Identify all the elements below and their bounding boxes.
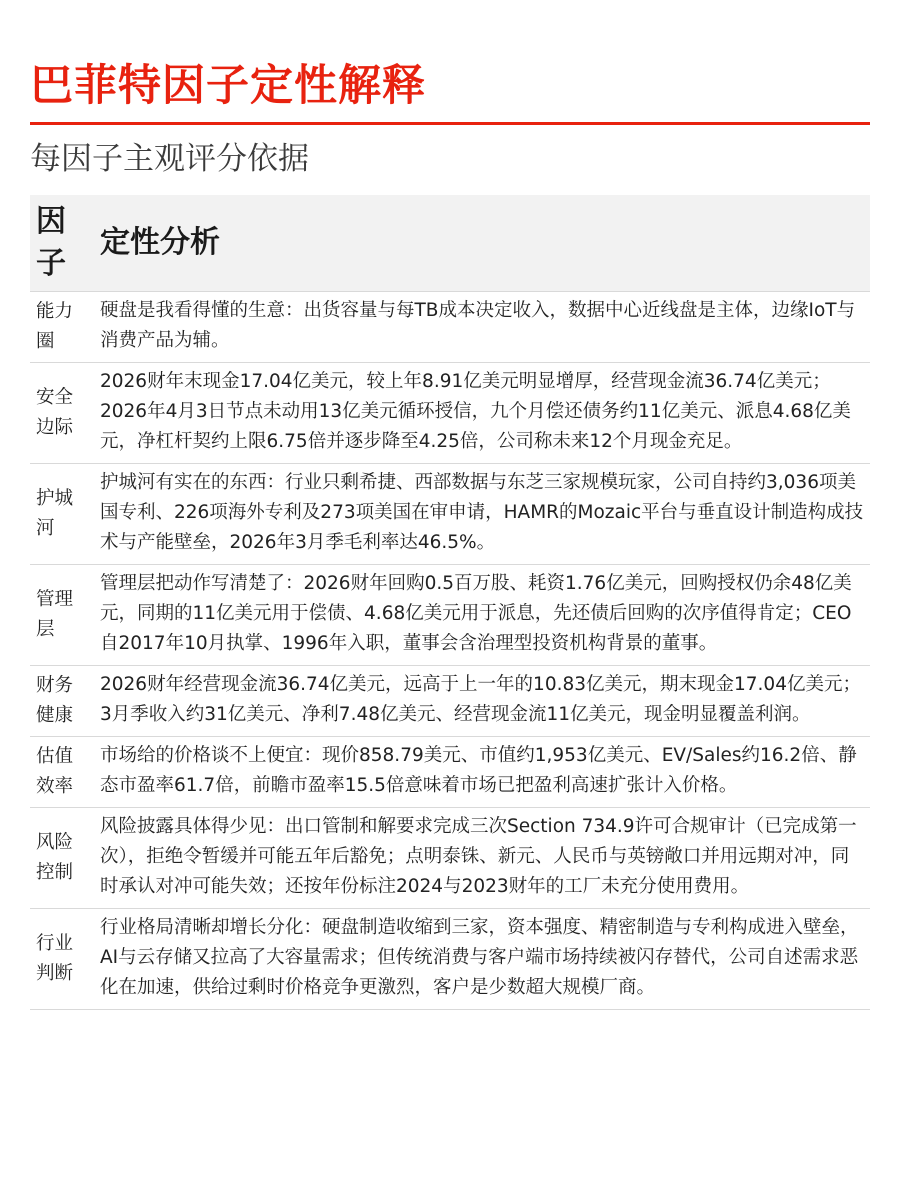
table-row bbox=[30, 737, 870, 808]
table-body bbox=[30, 292, 870, 1010]
table-header-row bbox=[30, 195, 870, 292]
factor-name: 行业判断 bbox=[36, 933, 74, 984]
table-row bbox=[30, 666, 870, 737]
table-row bbox=[30, 292, 870, 363]
factor-cell bbox=[30, 808, 94, 909]
table-row bbox=[30, 909, 870, 1010]
table-row bbox=[30, 464, 870, 565]
factor-column-header-label: 因子 bbox=[36, 204, 66, 281]
factor-cell bbox=[30, 292, 94, 363]
analysis-cell: 管理层把动作写清楚了：2026财年回购0.5百万股、耗资1.76亿美元，回购授权仍余48亿美元，同期的11亿美元用于偿债、4.68亿美元用于派息，先还债后回购的次序值得肯定；CEO自2017年10月执掌、1996年入职，董事会含治理型投资机构背景的董事。 bbox=[94, 565, 870, 666]
page-subtitle: 每因子主观评分依据 bbox=[30, 141, 309, 177]
table-row bbox=[30, 363, 870, 464]
analysis-cell: 2026财年经营现金流36.74亿美元，远高于上一年的10.83亿美元，期末现金17.04亿美元；3月季收入约31亿美元、净利7.48亿美元、经营现金流11亿美元，现金明显覆盖利润。 bbox=[94, 666, 870, 737]
analysis-cell: 风险披露具体得少见：出口管制和解要求完成三次Section 734.9许可合规审计（已完成第一次），拒绝令暂缓并可能五年后豁免；点明泰铢、新元、人民币与英镑敞口并用远期对冲，同时承认对冲可能失效；还按年份标注2024与2023财年的工厂未充分使用费用。 bbox=[94, 808, 870, 909]
page-title: 巴菲特因子定性解释 bbox=[30, 61, 426, 111]
factor-cell bbox=[30, 565, 94, 666]
factor-name: 管理层 bbox=[36, 589, 74, 640]
analysis-cell: 硬盘是我看得懂的生意：出货容量与每TB成本决定收入，数据中心近线盘是主体，边缘IoT与消费产品为辅。 bbox=[94, 292, 870, 363]
factor-cell bbox=[30, 666, 94, 737]
factor-cell bbox=[30, 737, 94, 808]
analysis-cell: 行业格局清晰却增长分化：硬盘制造收缩到三家，资本强度、精密制造与专利构成进入壁垒，AI与云存储又拉高了大容量需求；但传统消费与客户端市场持续被闪存替代，公司自述需求恶化在加速，供给过剩时价格竞争更激烈，客户是少数超大规模厂商。 bbox=[94, 909, 870, 1010]
analysis-cell: 2026财年末现金17.04亿美元，较上年8.91亿美元明显增厚，经营现金流36.74亿美元；2026年4月3日节点未动用13亿美元循环授信，九个月偿还债务约11亿美元、派息4.68亿美元，净杠杆契约上限6.75倍并逐步降至4.25倍，公司称未来12个月现金充足。 bbox=[94, 363, 870, 464]
factor-name: 估值效率 bbox=[36, 746, 74, 797]
factor-name: 财务健康 bbox=[36, 675, 74, 726]
factor-column-header bbox=[30, 195, 94, 292]
table-header bbox=[30, 195, 870, 292]
factor-name: 风险控制 bbox=[36, 832, 74, 883]
table-row bbox=[30, 808, 870, 909]
factor-name: 安全边际 bbox=[36, 387, 74, 438]
analysis-column-header: 定性分析 bbox=[100, 225, 220, 260]
table-row bbox=[30, 565, 870, 666]
analysis-cell: 市场给的价格谈不上便宜：现价858.79美元、市值约1,953亿美元、EV/Sales约16.2倍、静态市盈率61.7倍，前瞻市盈率15.5倍意味着市场已把盈利高速扩张计入价格。 bbox=[94, 737, 870, 808]
factor-cell bbox=[30, 363, 94, 464]
factor-cell bbox=[30, 909, 94, 1010]
factor-name: 能力圈 bbox=[36, 301, 74, 352]
factor-table bbox=[30, 195, 870, 1010]
factor-cell bbox=[30, 464, 94, 565]
analysis-cell: 护城河有实在的东西：行业只剩希捷、西部数据与东芝三家规模玩家，公司自持约3,036项美国专利、226项海外专利及273项美国在审申请，HAMR的Mozaic平台与垂直设计制造构成技术与产能壁垒，2026年3月季毛利率达46.5%。 bbox=[94, 464, 870, 565]
factor-name: 护城河 bbox=[36, 488, 74, 539]
